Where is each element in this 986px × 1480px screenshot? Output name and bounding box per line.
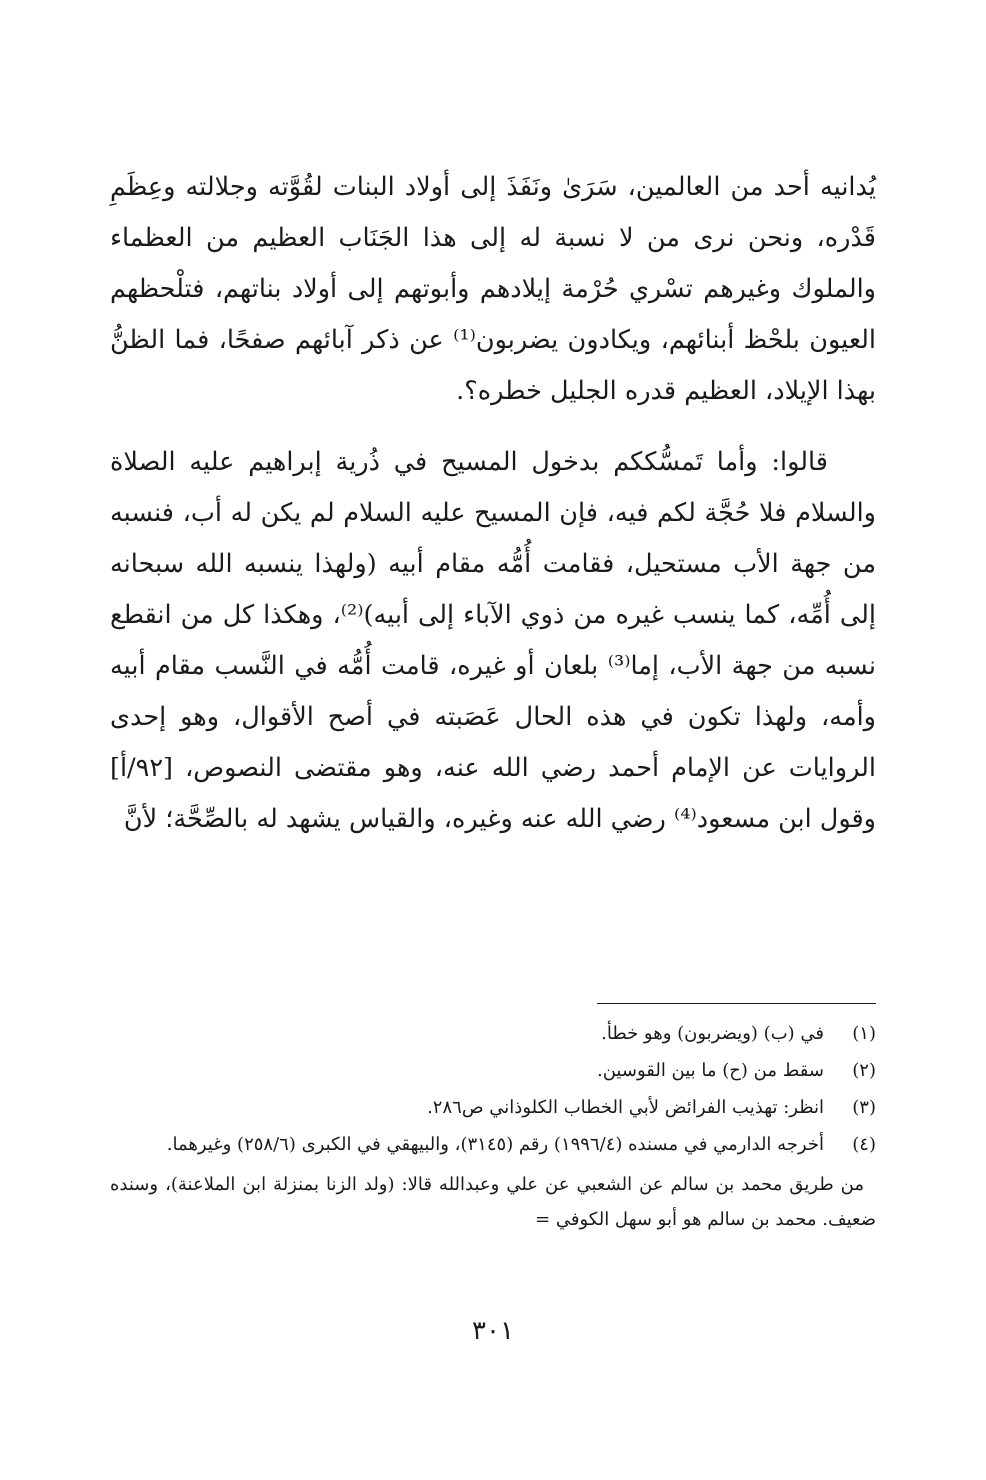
footnote-number: (٤) xyxy=(852,1134,876,1155)
page-number: ٣٠١ xyxy=(472,1316,514,1346)
footnote-text: سقط من (ح) ما بين القوسين. xyxy=(597,1060,824,1081)
footnote-number: (١) xyxy=(852,1023,876,1044)
footnote-separator xyxy=(597,1003,876,1004)
footnotes xyxy=(110,1015,876,1237)
footnote-text: أخرجه الدارمي في مسنده (١٩٩٦/٤) رقم (٣١٤٥)، والبيهقي في الكبرى (٢٥٨/٦) وغيرهما. xyxy=(166,1134,824,1155)
footnote-number: (٣) xyxy=(852,1097,876,1118)
footnote-text: انظر: تهذيب الفرائض لأبي الخطاب الكلوذاني ص٢٨٦. xyxy=(427,1097,824,1118)
main-text xyxy=(110,162,876,845)
footnote-3 xyxy=(110,1089,876,1126)
footnote-1 xyxy=(110,1015,876,1052)
paragraph-2: قالوا: وأما تَمسُّككم بدخول المسيح في ذُرية إبراهيم عليه الصلاة والسلام فلا حُجَّة لكم فيه، فإن المسيح عليه السلام لم يكن له أب، فنسبه من جهة الأب مستحيل، فقامت أُمُّه مقام أبيه (ولهذا ينسبه الله سبحانه إلى أُمِّه، كما ينسب غيره من ذوي الآباء إلى أبيه)⁽²⁾، وهكذا كل من انقطع نسبه من جهة الأب، إما⁽³⁾ بلعان أو غيره، قامت أُمُّه في النَّسب مقام أبيه وأمه، ولهذا تكون في هذه الحال عَصَبته في أصح الأقوال، وهو إحدى الروايات عن الإمام أحمد رضي الله عنه، وهو مقتضى النصوص، [٩٢/أ] وقول ابن مسعود⁽⁴⁾ رضي الله عنه وغيره، والقياس يشهد له بالصِّحَّة؛ لأنَّ xyxy=(110,447,876,834)
footnote-continuation: من طريق محمد بن سالم عن الشعبي عن علي وعبدالله قالا: (ولد الزنا بمنزلة ابن الملاعنة)، وسنده ضعيف. محمد بن سالم هو أبو سهل الكوفي = xyxy=(110,1174,876,1230)
footnote-number: (٢) xyxy=(852,1060,876,1081)
paragraph-1: يُدانيه أحد من العالمين، سَرَىٰ ونَفَذَ إلى أولاد البنات لقُوَّته وجلالته وعِظَمِ قَدْره، ونحن نرى من لا نسبة له إلى هذا الجَنَاب العظيم من العظماء والملوك وغيرهم تسْري حُرْمة إيلادهم وأبوتهم إلى أولاد بناتهم، فتلْحظهم العيون بلحْظ أبنائهم، ويكادون يضربون⁽¹⁾ عن ذكر آبائهم صفحًا، فما الظنُّ بهذا الإيلاد، العظيم قدره الجليل خطره؟. xyxy=(110,172,877,406)
footnote-2 xyxy=(110,1052,876,1089)
footnote-4 xyxy=(110,1126,876,1163)
footnote-text: في (ب) (ويضربون) وهو خطأ. xyxy=(601,1023,824,1044)
